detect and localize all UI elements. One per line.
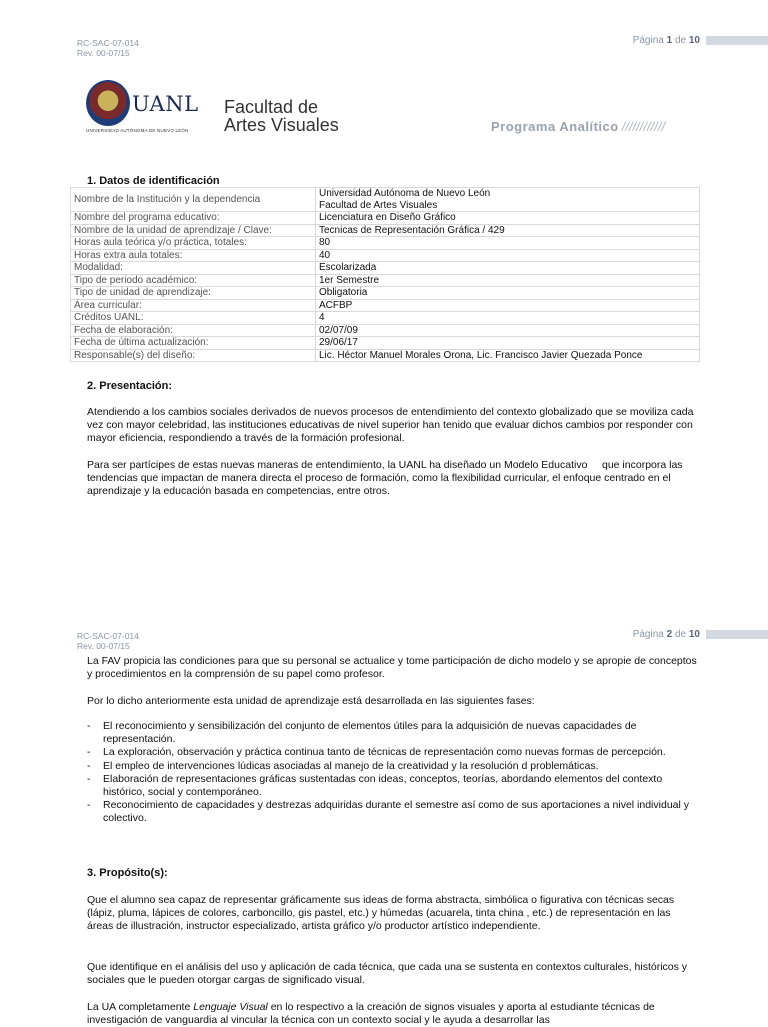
identification-label: Fecha de elaboración: bbox=[71, 324, 316, 337]
uanl-seal-icon bbox=[86, 80, 130, 126]
identification-value: ACFBP bbox=[316, 299, 700, 312]
phase-item: - Elaboración de representaciones gráficas sustentadas con ideas, conceptos, teorías, abordando elementos del contexto histórico, social y contemporáneo. bbox=[87, 773, 699, 799]
identification-label: Tipo de unidad de aprendizaje: bbox=[71, 287, 316, 300]
phase-item: - La exploración, observación y práctica continua tanto de técnicas de representación como nuevas formas de percepción. bbox=[87, 746, 699, 759]
page-label: Página bbox=[632, 35, 664, 46]
phase-item: - El reconocimiento y sensibilización del conjunto de elementos útiles para la adquisición de nuevas capacidades de representación. bbox=[87, 720, 699, 746]
identification-row bbox=[71, 237, 700, 250]
identification-value: 40 bbox=[316, 249, 700, 262]
identification-row bbox=[71, 312, 700, 325]
presentation-paragraph-1: Atendiendo a los cambios sociales derivados de nuevos procesos de entendimiento del contexto globalizado que se moviliza cada vez con mayor celebridad, las instituciones educativas de nivel superior han tenido que evaluar dichos cambios por responder con mayor eficiencia, respondiendo a través de la formación profesional. bbox=[87, 406, 694, 445]
identification-label: Responsable(s) del diseño: bbox=[71, 349, 316, 362]
identification-value: 80 bbox=[316, 237, 700, 250]
purpose-paragraph-1: Que el alumno sea capaz de representar gráficamente sus ideas de forma abstracta, simbólica o figurativa con técnicas secas (lápiz, pluma, lápices de colores, carboncillo, gis pastel, etc.) y húmedas (acuarela, tinta china , etc.) de representación en las áreas de illustración, instructor especializado, artista gráfico y/o productor artístico independiente. bbox=[87, 894, 675, 933]
identification-label: Área curricular: bbox=[71, 299, 316, 312]
identification-label: Horas aula teórica y/o práctica, totales: bbox=[71, 237, 316, 250]
identification-value: 02/07/09 bbox=[316, 324, 700, 337]
page-of: de bbox=[674, 629, 687, 640]
section-3-heading: 3. Propósito(s): bbox=[87, 867, 168, 879]
identification-row bbox=[71, 287, 700, 300]
phases-list bbox=[87, 720, 699, 826]
page-indicator-bar bbox=[706, 36, 768, 45]
identification-value: 4 bbox=[316, 312, 700, 325]
presentation-paragraph-2: Para ser partícipes de estas nuevas maneras de entendimiento, la UANL ha diseñado un Modelo Educativo que incorpora las tendencias que impactan de manera directa el proceso de formación, como la flexibilidad curricular, el enfoque centrado en el aprendizaje y la educación basada en competencias, entre otros. bbox=[87, 459, 686, 498]
identification-label: Nombre del programa educativo: bbox=[71, 212, 316, 225]
document-revision: Rev. 00-07/15 bbox=[77, 48, 130, 58]
faculty-line2: Artes Visuales bbox=[224, 115, 339, 135]
page-total: 10 bbox=[688, 35, 700, 46]
identification-value-line: Universidad Autónoma de Nuevo León bbox=[319, 188, 491, 199]
document-code: RC-SAC-07-014 bbox=[77, 631, 139, 641]
purpose-p3-emphasis: Lenguaje Visual bbox=[193, 1001, 268, 1013]
identification-value: 29/06/17 bbox=[316, 337, 700, 350]
identification-value: Escolarizada bbox=[316, 262, 700, 275]
program-title bbox=[491, 119, 665, 134]
document-code-block bbox=[77, 38, 139, 58]
identification-row bbox=[71, 349, 700, 362]
uanl-subtitle: UNIVERSIDAD AUTÓNOMA DE NUEVO LEÓN bbox=[86, 128, 189, 133]
identification-label: Horas extra aula totales: bbox=[71, 249, 316, 262]
phase-item: - Reconocimiento de capacidades y destrezas adquiridas durante el semestre así como de sus aportaciones a nivel individual y colectivo. bbox=[87, 799, 699, 825]
page-number: 1 bbox=[666, 35, 673, 46]
uanl-wordmark: UANL bbox=[132, 92, 199, 116]
page-label: Página bbox=[632, 629, 664, 640]
identification-value: 1er Semestre bbox=[316, 274, 700, 287]
identification-label: Fecha de última actualización: bbox=[71, 337, 316, 350]
identification-label: Créditos UANL: bbox=[71, 312, 316, 325]
faculty-line1: Facultad de bbox=[224, 97, 319, 117]
purpose-paragraph-3 bbox=[87, 1001, 699, 1027]
page-of: de bbox=[674, 35, 687, 46]
purpose-p3-end: en lo respectivo a la creación de signos visuales y aporta al estudiante técnicas de investigación de vanguardia al vincular la técnica con un contexto social y le ayuda a desarrollar las bbox=[87, 1001, 655, 1027]
identification-row bbox=[71, 324, 700, 337]
identification-value: Licenciatura en Diseño Gráfico bbox=[316, 212, 700, 225]
page-number: 2 bbox=[666, 629, 673, 640]
identification-label: Nombre de la Institución y la dependencia bbox=[71, 188, 316, 212]
identification-value-line: Facultad de Artes Visuales bbox=[319, 199, 438, 211]
identification-table bbox=[70, 187, 700, 362]
document-revision: Rev. 00-07/15 bbox=[77, 641, 130, 651]
document-code: RC-SAC-07-014 bbox=[77, 38, 139, 48]
identification-row bbox=[71, 299, 700, 312]
program-title-slashes: //////////// bbox=[621, 119, 666, 134]
identification-value bbox=[316, 188, 700, 212]
identification-row bbox=[71, 188, 700, 212]
identification-row bbox=[71, 249, 700, 262]
purpose-paragraph-2: Que identifique en el análisis del uso y aplicación de cada técnica, que cada una se sustenta en contextos culturales, históricos y sociales que le pueden otorgar cargas de significado visual. bbox=[87, 961, 688, 987]
identification-label: Tipo de periodo académico: bbox=[71, 274, 316, 287]
page-indicator-bar bbox=[706, 630, 768, 639]
identification-row bbox=[71, 337, 700, 350]
identification-row bbox=[71, 262, 700, 275]
section-1-heading: 1. Datos de identificación bbox=[87, 175, 220, 187]
page-total: 10 bbox=[688, 629, 700, 640]
identification-row bbox=[71, 212, 700, 225]
purpose-p3-start: La UA completamente bbox=[87, 1001, 194, 1013]
identification-value: Lic. Héctor Manuel Morales Orona, Lic. Francisco Javier Quezada Ponce bbox=[316, 349, 700, 362]
identification-row bbox=[71, 224, 700, 237]
section-2-heading: 2. Presentación: bbox=[87, 380, 172, 392]
identification-row bbox=[71, 274, 700, 287]
identification-value: Obligatoria bbox=[316, 287, 700, 300]
page-indicator bbox=[633, 629, 768, 640]
faculty-name bbox=[224, 98, 339, 134]
uanl-logo bbox=[86, 80, 199, 133]
identification-label: Modalidad: bbox=[71, 262, 316, 275]
page-indicator bbox=[633, 35, 768, 46]
presentation-paragraph-4: Por lo dicho anteriormente esta unidad de aprendizaje está desarrollada en las siguientes fases: bbox=[87, 695, 535, 707]
program-title-text: Programa Analítico bbox=[491, 119, 619, 134]
identification-value: Tecnicas de Representación Gráfica / 429 bbox=[316, 224, 700, 237]
identification-label: Nombre de la unidad de aprendizaje / Clave: bbox=[71, 224, 316, 237]
document-code-block bbox=[77, 631, 139, 651]
presentation-paragraph-3: La FAV propicia las condiciones para que su personal se actualice y tome participación de dicho modelo y se apropie de conceptos y procedimientos en la comprensión de su papel como profesor. bbox=[87, 655, 697, 681]
phase-item: - El empleo de intervenciones lúdicas asociadas al manejo de la creatividad y la resolución d problemáticas. bbox=[87, 760, 699, 773]
